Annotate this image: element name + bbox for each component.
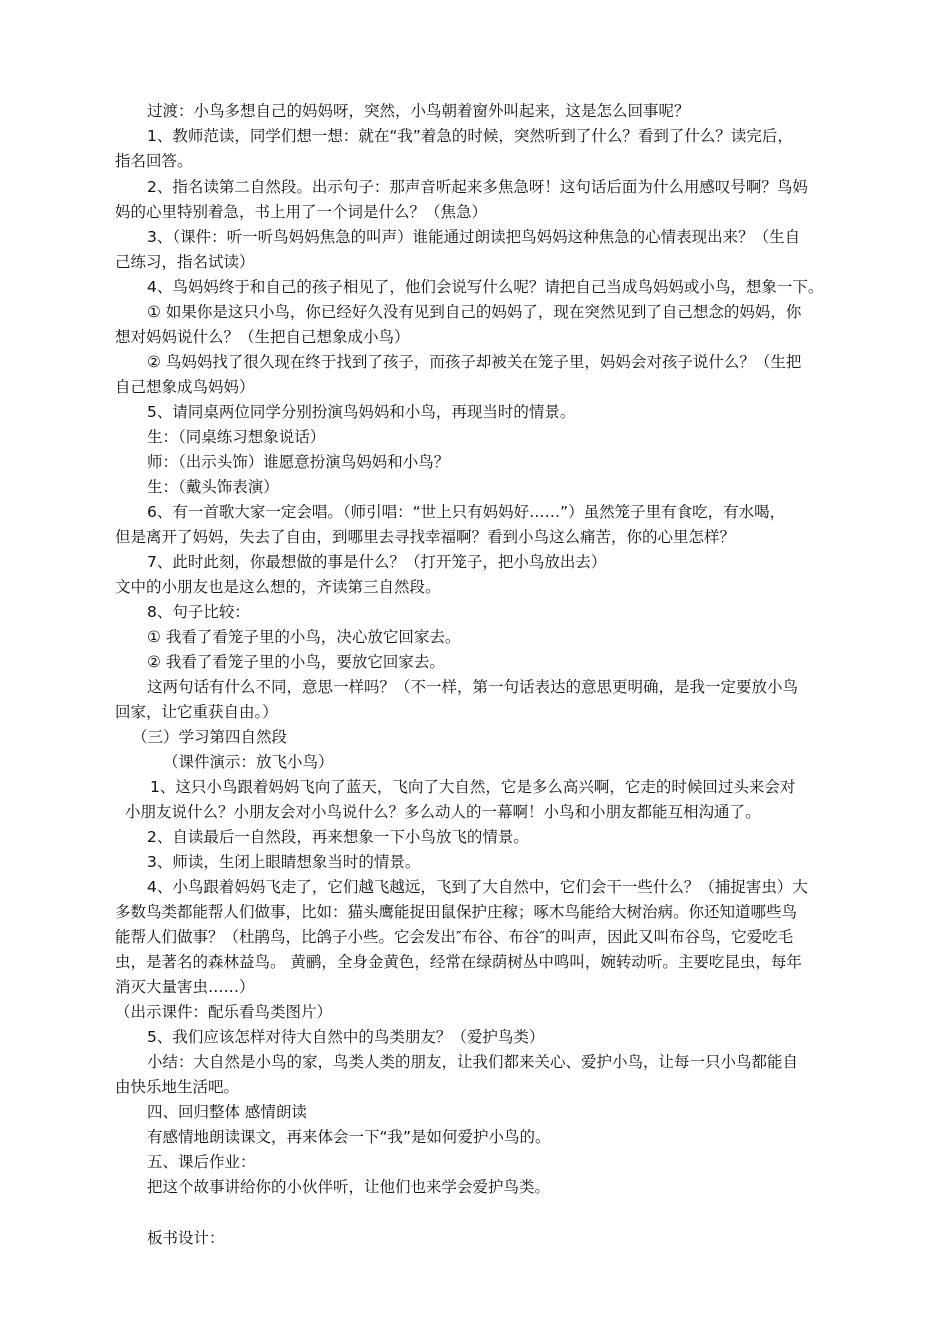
text-line: 4、鸟妈妈终于和自己的孩子相见了，他们会说写什么呢？请把自己当成鸟妈妈或小鸟，想象一下。 (147, 278, 824, 296)
text-line: 6、有一首歌大家一定会唱。（师引唱：“世上只有妈妈好……”）虽然笼子里有食吃，有水喝， (147, 503, 786, 521)
text-line: 1、这只小鸟跟着妈妈飞向了蓝天，飞向了大自然，它是多么高兴啊，它走的时候回过头来会对 (150, 778, 796, 796)
text-line: 想对妈妈说什么？（生把自己想象成小鸟） (115, 328, 410, 346)
section-heading: （三）学习第四自然段 (132, 728, 288, 746)
text-line: 多数鸟类都能帮人们做事，比如：猫头鹰能捉田鼠保护庄稼；啄木鸟能给大树治病。你还知道哪些鸟 (115, 903, 798, 921)
section-heading: 四、回归整体 感情朗读 (147, 1103, 307, 1121)
text-line: ① 如果你是这只小鸟，你已经好久没有见到自己的妈妈了，现在突然见到了自己想念的妈妈，你 (147, 303, 802, 321)
text-line: 自己想象成鸟妈妈） (115, 378, 255, 396)
text-line: 5、我们应该怎样对待大自然中的鸟类朋友？（爱护鸟类） (147, 1028, 545, 1046)
text-line: 7、此时此刻，你最想做的事是什么？（打开笼子，把小鸟放出去） (147, 553, 607, 571)
text-line: （出示课件：配乐看鸟类图片） (115, 1003, 333, 1021)
section-heading: 板书设计： (147, 1229, 225, 1247)
text-line: 生：（同桌练习想象说话） (147, 428, 326, 446)
text-line: 妈的心里特别着急，书上用了一个词是什么？（焦急） (115, 203, 488, 221)
text-line: 2、自读最后一自然段，再来想象一下小鸟放飞的情景。 (147, 828, 529, 846)
text-line: 1、教师范读，同学们想一想：就在“我”着急的时候，突然听到了什么？看到了什么？读完后， (147, 127, 793, 145)
text-line: ② 我看了看笼子里的小鸟，要放它回家去。 (147, 653, 445, 671)
text-line: 消灭大量害虫……） (115, 978, 255, 996)
text-line: 有感情地朗读课文，再来体会一下“我”是如何爱护小鸟的。 (147, 1128, 551, 1146)
text-line: 这两句话有什么不同，意思一样吗？（不一样，第一句话表达的意思更明确，是我一定要放小鸟 (147, 678, 799, 696)
section-heading: 五、课后作业： (147, 1153, 256, 1171)
text-line: 能帮人们做事？（杜鹃鸟，比鸽子小些。它会发出″布谷、布谷″的叫声，因此又叫布谷鸟，它爱吃毛 (115, 928, 794, 946)
text-line: 由快乐地生活吧。 (115, 1078, 240, 1096)
text-line: ① 我看了看笼子里的小鸟，决心放它回家去。 (147, 628, 461, 646)
text-line: 小朋友说什么？小朋友会对小鸟说什么？多么动人的一幕啊！小鸟和小朋友都能互相沟通了。 (125, 803, 761, 821)
text-line: 小结：大自然是小鸟的家，鸟类人类的朋友，让我们都来关心、爱护小鸟，让每一只小鸟都能自 (147, 1053, 799, 1071)
text-line: 虫，是著名的森林益鸟。 黄鹂，全身金黄色，经常在绿荫树丛中鸣叫，婉转动听。主要吃昆虫，每年 (115, 953, 802, 971)
text-line: 指名回答。 (115, 152, 193, 170)
text-line: 把这个故事讲给你的小伙伴听，让他们也来学会爱护鸟类。 (147, 1178, 551, 1196)
text-line: 8、句子比较： (147, 603, 250, 621)
text-line: 己练习，指名试读） (115, 253, 255, 271)
text-line: （课件演示：放飞小鸟） (163, 753, 334, 771)
text-line: 3、师读，生闭上眼睛想象当时的情景。 (147, 853, 421, 871)
text-line: 但是离开了妈妈，失去了自由，到哪里去寻找幸福啊？看到小鸟这么痛苦，你的心里怎样？ (115, 528, 736, 546)
text-line: 5、请同桌两位同学分别扮演鸟妈妈和小鸟，再现当时的情景。 (147, 403, 576, 421)
text-line: 2、指名读第二自然段。出示句子：那声音听起来多焦急呀！这句话后面为什么用感叹号啊？鸟妈 (147, 178, 808, 196)
text-line: 文中的小朋友也是这么想的，齐读第三自然段。 (115, 578, 441, 596)
text-line: 3、（课件：听一听鸟妈妈焦急的叫声）谁能通过朗读把鸟妈妈这种焦急的心情表现出来？（生自 (147, 228, 801, 246)
text-line: 生：（戴头饰表演） (147, 478, 279, 496)
text-line: 4、小鸟跟着妈妈飞走了，它们越飞越远，飞到了大自然中，它们会干一些什么？（捕捉害虫）大 (147, 878, 808, 896)
text-line: 过渡：小鸟多想自己的妈妈呀，突然，小鸟朝着窗外叫起来，这是怎么回事呢？ (147, 102, 690, 120)
text-line: 回家，让它重获自由。） (115, 703, 278, 721)
text-line: 师：（出示头饰）谁愿意扮演鸟妈妈和小鸟？ (147, 453, 450, 471)
text-line: ② 鸟妈妈找了很久现在终于找到了孩子，而孩子却被关在笼子里，妈妈会对孩子说什么？（生把 (147, 353, 802, 371)
